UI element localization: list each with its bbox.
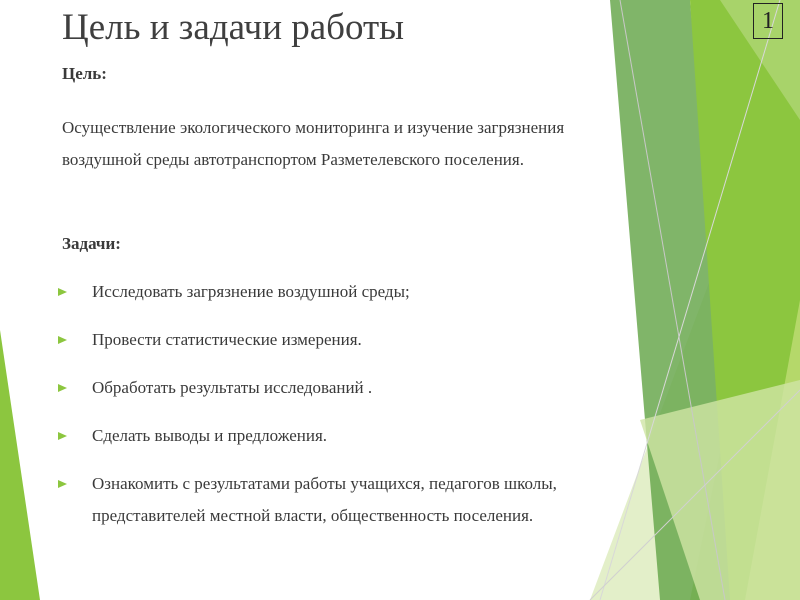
arrow-bullet-icon	[58, 432, 67, 440]
task-text: Исследовать загрязнение воздушной среды;	[92, 282, 410, 301]
goal-text: Осуществление экологического мониторинга и изучение загрязнения воздушной среды автотранспортом Разметелевского поселения.	[62, 118, 565, 169]
arrow-bullet-icon	[58, 288, 67, 296]
task-item	[92, 276, 572, 308]
arrow-bullet-icon	[58, 336, 67, 344]
slide-number-box: 1	[753, 3, 783, 39]
task-text: Ознакомить с результатами работы учащихся, педагогов школы, представителей местной власти, общественность поселения.	[92, 474, 557, 525]
task-text: Провести статистические измерения.	[92, 330, 362, 349]
goal-heading: Цель:	[62, 64, 107, 83]
task-item	[92, 324, 572, 356]
task-text: Обработать результаты исследований .	[92, 378, 373, 397]
task-item	[92, 372, 572, 404]
slide-title: Цель и задачи работы	[62, 7, 405, 48]
task-item	[92, 468, 562, 532]
tasks-heading: Задачи:	[62, 234, 121, 253]
task-text: Сделать выводы и предложения.	[92, 426, 328, 445]
arrow-bullet-icon	[58, 384, 67, 392]
task-item	[92, 420, 572, 452]
left-green-triangle	[0, 330, 40, 600]
arrow-bullet-icon	[58, 480, 67, 488]
